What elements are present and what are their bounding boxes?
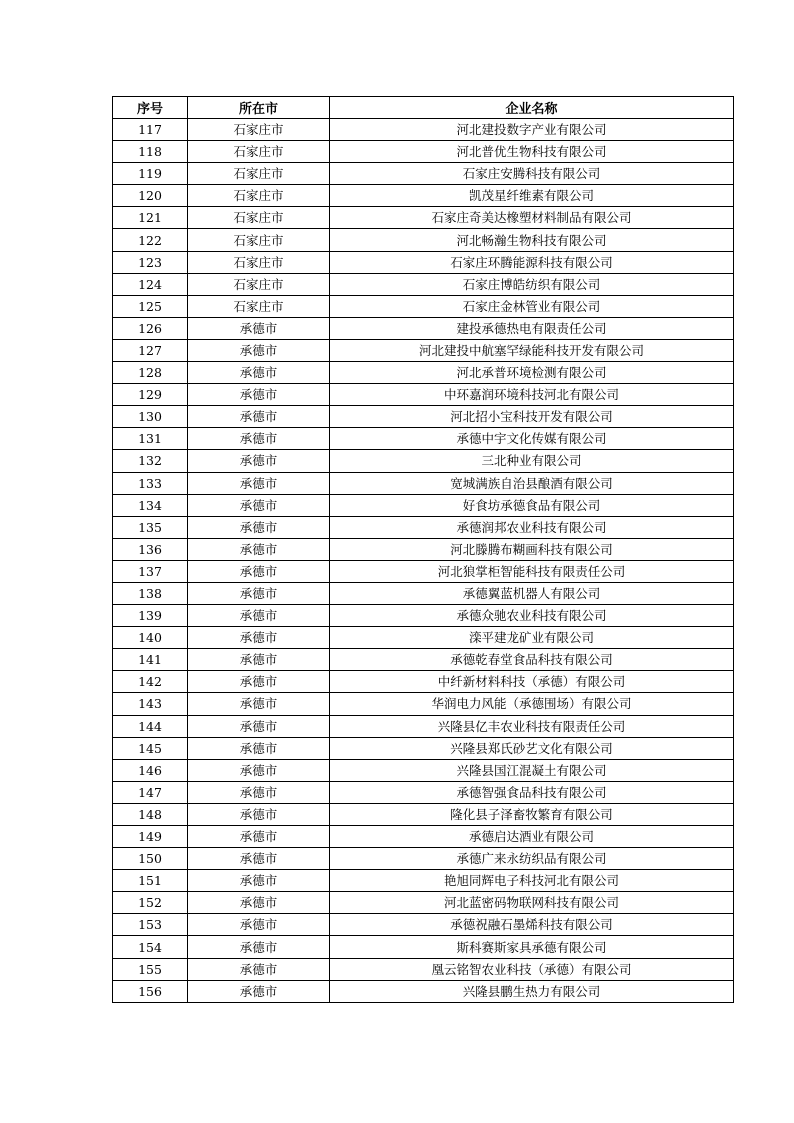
table-row bbox=[113, 759, 734, 781]
cell-city: 承德市 bbox=[188, 649, 330, 671]
cell-city: 承德市 bbox=[188, 671, 330, 693]
cell-city: 承德市 bbox=[188, 494, 330, 516]
table-row bbox=[113, 826, 734, 848]
cell-index: 131 bbox=[113, 428, 188, 450]
table-row bbox=[113, 362, 734, 384]
cell-city: 石家庄市 bbox=[188, 295, 330, 317]
table-row bbox=[113, 892, 734, 914]
table-row bbox=[113, 781, 734, 803]
cell-index: 133 bbox=[113, 472, 188, 494]
cell-index: 122 bbox=[113, 229, 188, 251]
table-header bbox=[113, 97, 734, 119]
cell-index: 138 bbox=[113, 582, 188, 604]
cell-index: 119 bbox=[113, 163, 188, 185]
table-row bbox=[113, 715, 734, 737]
cell-company-name: 承德乾春堂食品科技有限公司 bbox=[330, 649, 734, 671]
cell-company-name: 宽城满族自治县酿酒有限公司 bbox=[330, 472, 734, 494]
company-table bbox=[112, 96, 734, 1003]
cell-city: 承德市 bbox=[188, 516, 330, 538]
table-row bbox=[113, 516, 734, 538]
cell-city: 承德市 bbox=[188, 538, 330, 560]
cell-company-name: 好食坊承德食品有限公司 bbox=[330, 494, 734, 516]
cell-company-name: 河北承普环境检测有限公司 bbox=[330, 362, 734, 384]
header-row bbox=[113, 97, 734, 119]
table-row bbox=[113, 207, 734, 229]
table-row bbox=[113, 251, 734, 273]
table-row bbox=[113, 958, 734, 980]
table-row bbox=[113, 803, 734, 825]
cell-city: 石家庄市 bbox=[188, 185, 330, 207]
cell-index: 140 bbox=[113, 627, 188, 649]
table-row bbox=[113, 649, 734, 671]
cell-city: 承德市 bbox=[188, 870, 330, 892]
cell-city: 承德市 bbox=[188, 450, 330, 472]
table-row bbox=[113, 295, 734, 317]
cell-company-name: 河北狼掌柜智能科技有限责任公司 bbox=[330, 560, 734, 582]
cell-index: 128 bbox=[113, 362, 188, 384]
cell-city: 承德市 bbox=[188, 826, 330, 848]
cell-index: 127 bbox=[113, 339, 188, 361]
cell-company-name: 兴隆县亿丰农业科技有限责任公司 bbox=[330, 715, 734, 737]
cell-city: 承德市 bbox=[188, 362, 330, 384]
cell-city: 承德市 bbox=[188, 737, 330, 759]
cell-city: 承德市 bbox=[188, 384, 330, 406]
cell-company-name: 石家庄环腾能源科技有限公司 bbox=[330, 251, 734, 273]
cell-city: 承德市 bbox=[188, 848, 330, 870]
cell-city: 承德市 bbox=[188, 803, 330, 825]
cell-company-name: 河北建投中航塞罕绿能科技开发有限公司 bbox=[330, 339, 734, 361]
cell-company-name: 承德智强食品科技有限公司 bbox=[330, 781, 734, 803]
table-row bbox=[113, 627, 734, 649]
cell-city: 石家庄市 bbox=[188, 229, 330, 251]
cell-index: 146 bbox=[113, 759, 188, 781]
table-row bbox=[113, 980, 734, 1002]
table-row bbox=[113, 693, 734, 715]
cell-city: 石家庄市 bbox=[188, 273, 330, 295]
table-row bbox=[113, 163, 734, 185]
cell-index: 129 bbox=[113, 384, 188, 406]
cell-company-name: 河北建投数字产业有限公司 bbox=[330, 119, 734, 141]
cell-city: 承德市 bbox=[188, 339, 330, 361]
cell-index: 141 bbox=[113, 649, 188, 671]
cell-index: 126 bbox=[113, 317, 188, 339]
table-row bbox=[113, 870, 734, 892]
cell-company-name: 河北招小宝科技开发有限公司 bbox=[330, 406, 734, 428]
cell-index: 137 bbox=[113, 560, 188, 582]
cell-index: 134 bbox=[113, 494, 188, 516]
cell-city: 承德市 bbox=[188, 627, 330, 649]
cell-company-name: 承德中宇文化传媒有限公司 bbox=[330, 428, 734, 450]
cell-company-name: 建投承德热电有限责任公司 bbox=[330, 317, 734, 339]
table-row bbox=[113, 538, 734, 560]
cell-company-name: 承德润邦农业科技有限公司 bbox=[330, 516, 734, 538]
cell-city: 石家庄市 bbox=[188, 119, 330, 141]
table-row bbox=[113, 119, 734, 141]
cell-city: 承德市 bbox=[188, 715, 330, 737]
cell-index: 123 bbox=[113, 251, 188, 273]
table-row bbox=[113, 737, 734, 759]
cell-city: 承德市 bbox=[188, 582, 330, 604]
cell-company-name: 河北普优生物科技有限公司 bbox=[330, 141, 734, 163]
cell-company-name: 石家庄金林管业有限公司 bbox=[330, 295, 734, 317]
cell-company-name: 石家庄博皓纺织有限公司 bbox=[330, 273, 734, 295]
cell-index: 142 bbox=[113, 671, 188, 693]
cell-city: 石家庄市 bbox=[188, 251, 330, 273]
cell-company-name: 河北滕腾布糊画科技有限公司 bbox=[330, 538, 734, 560]
cell-company-name: 凯茂星纤维素有限公司 bbox=[330, 185, 734, 207]
cell-city: 承德市 bbox=[188, 914, 330, 936]
cell-index: 118 bbox=[113, 141, 188, 163]
cell-company-name: 承德祝融石墨烯科技有限公司 bbox=[330, 914, 734, 936]
table-row bbox=[113, 472, 734, 494]
cell-company-name: 中环嘉润环境科技河北有限公司 bbox=[330, 384, 734, 406]
table-row bbox=[113, 273, 734, 295]
table-row bbox=[113, 605, 734, 627]
cell-city: 承德市 bbox=[188, 406, 330, 428]
header-city: 所在市 bbox=[188, 97, 330, 119]
cell-company-name: 承德众驰农业科技有限公司 bbox=[330, 605, 734, 627]
table-row bbox=[113, 141, 734, 163]
cell-city: 石家庄市 bbox=[188, 207, 330, 229]
cell-index: 147 bbox=[113, 781, 188, 803]
cell-company-name: 石家庄奇美达橡塑材料制品有限公司 bbox=[330, 207, 734, 229]
table-row bbox=[113, 671, 734, 693]
cell-company-name: 承德广来永纺织品有限公司 bbox=[330, 848, 734, 870]
cell-index: 139 bbox=[113, 605, 188, 627]
cell-company-name: 兴隆县郑氏砂艺文化有限公司 bbox=[330, 737, 734, 759]
cell-city: 承德市 bbox=[188, 560, 330, 582]
cell-company-name: 承德启达酒业有限公司 bbox=[330, 826, 734, 848]
table-row bbox=[113, 384, 734, 406]
table-row bbox=[113, 848, 734, 870]
cell-index: 144 bbox=[113, 715, 188, 737]
cell-index: 130 bbox=[113, 406, 188, 428]
cell-city: 承德市 bbox=[188, 958, 330, 980]
cell-index: 153 bbox=[113, 914, 188, 936]
cell-company-name: 石家庄安腾科技有限公司 bbox=[330, 163, 734, 185]
cell-index: 135 bbox=[113, 516, 188, 538]
cell-company-name: 艳旭同辉电子科技河北有限公司 bbox=[330, 870, 734, 892]
cell-city: 承德市 bbox=[188, 317, 330, 339]
table-row bbox=[113, 560, 734, 582]
cell-company-name: 兴隆县国江混凝土有限公司 bbox=[330, 759, 734, 781]
header-index: 序号 bbox=[113, 97, 188, 119]
cell-index: 151 bbox=[113, 870, 188, 892]
table-row bbox=[113, 582, 734, 604]
cell-company-name: 承德翼蓝机器人有限公司 bbox=[330, 582, 734, 604]
cell-city: 石家庄市 bbox=[188, 141, 330, 163]
cell-city: 承德市 bbox=[188, 892, 330, 914]
cell-index: 124 bbox=[113, 273, 188, 295]
cell-company-name: 兴隆县鹏生热力有限公司 bbox=[330, 980, 734, 1002]
cell-city: 石家庄市 bbox=[188, 163, 330, 185]
cell-index: 155 bbox=[113, 958, 188, 980]
cell-company-name: 斯科赛斯家具承德有限公司 bbox=[330, 936, 734, 958]
cell-company-name: 滦平建龙矿业有限公司 bbox=[330, 627, 734, 649]
company-table-container bbox=[112, 96, 733, 1003]
table-row bbox=[113, 317, 734, 339]
cell-city: 承德市 bbox=[188, 759, 330, 781]
cell-city: 承德市 bbox=[188, 693, 330, 715]
cell-company-name: 凰云铭智农业科技（承德）有限公司 bbox=[330, 958, 734, 980]
cell-index: 148 bbox=[113, 803, 188, 825]
cell-company-name: 隆化县子泽畜牧繁育有限公司 bbox=[330, 803, 734, 825]
cell-index: 152 bbox=[113, 892, 188, 914]
cell-company-name: 中纤新材料科技（承德）有限公司 bbox=[330, 671, 734, 693]
cell-index: 121 bbox=[113, 207, 188, 229]
cell-city: 承德市 bbox=[188, 936, 330, 958]
cell-index: 156 bbox=[113, 980, 188, 1002]
table-row bbox=[113, 185, 734, 207]
cell-city: 承德市 bbox=[188, 980, 330, 1002]
cell-company-name: 三北种业有限公司 bbox=[330, 450, 734, 472]
cell-index: 117 bbox=[113, 119, 188, 141]
cell-index: 145 bbox=[113, 737, 188, 759]
table-row bbox=[113, 936, 734, 958]
cell-index: 143 bbox=[113, 693, 188, 715]
table-row bbox=[113, 428, 734, 450]
table-row bbox=[113, 406, 734, 428]
cell-city: 承德市 bbox=[188, 605, 330, 627]
cell-index: 120 bbox=[113, 185, 188, 207]
cell-company-name: 河北蓝密码物联网科技有限公司 bbox=[330, 892, 734, 914]
table-row bbox=[113, 339, 734, 361]
table-row bbox=[113, 229, 734, 251]
cell-company-name: 河北畅瀚生物科技有限公司 bbox=[330, 229, 734, 251]
cell-index: 136 bbox=[113, 538, 188, 560]
cell-company-name: 华润电力风能（承德围场）有限公司 bbox=[330, 693, 734, 715]
cell-city: 承德市 bbox=[188, 781, 330, 803]
cell-index: 125 bbox=[113, 295, 188, 317]
table-row bbox=[113, 494, 734, 516]
table-row bbox=[113, 450, 734, 472]
cell-index: 154 bbox=[113, 936, 188, 958]
cell-city: 承德市 bbox=[188, 428, 330, 450]
cell-index: 132 bbox=[113, 450, 188, 472]
header-company-name: 企业名称 bbox=[330, 97, 734, 119]
cell-index: 150 bbox=[113, 848, 188, 870]
cell-city: 承德市 bbox=[188, 472, 330, 494]
table-body bbox=[113, 119, 734, 1003]
cell-index: 149 bbox=[113, 826, 188, 848]
table-row bbox=[113, 914, 734, 936]
